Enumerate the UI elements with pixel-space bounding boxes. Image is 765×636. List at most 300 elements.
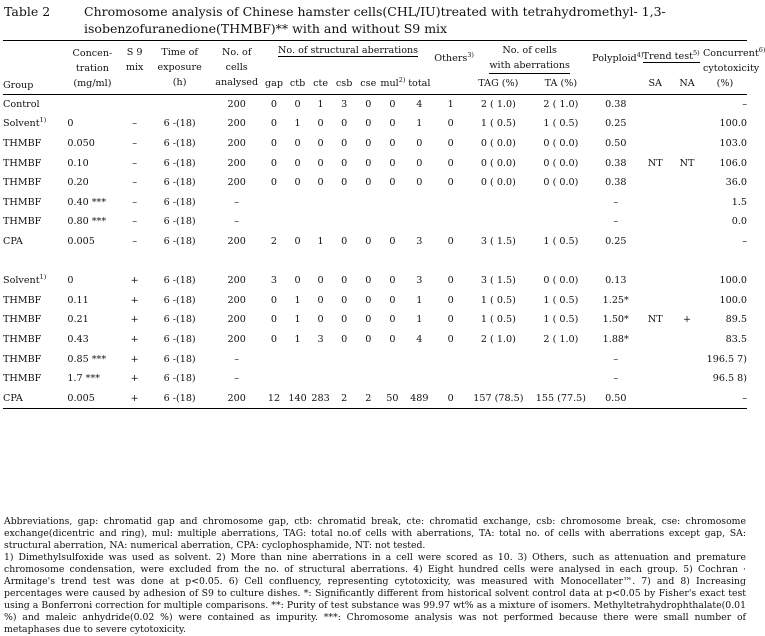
cell-tag (467, 193, 530, 213)
cell-poly: 1.88* (602, 334, 629, 346)
cell-sa (639, 173, 671, 193)
cell-conc (63, 94, 121, 114)
cell-cse: 0 (365, 118, 372, 130)
cell-conc: 0.20 (67, 177, 89, 189)
cell-cte: 0 (317, 294, 324, 306)
cell-mul (380, 193, 404, 213)
cell-sa (639, 271, 671, 291)
header-structural-group: No. of structural aberrations (278, 45, 419, 56)
header-csb: csb (335, 78, 353, 90)
cell-poly: 1.25* (602, 294, 629, 306)
cell-ctb: 0 (294, 157, 301, 169)
cell-cse: 0 (365, 294, 372, 306)
cell-mul: 0 (389, 157, 396, 169)
cell-cse (356, 212, 380, 232)
cell-tag: 3 ( 1.5) (480, 236, 516, 248)
cell-gap: 0 (270, 334, 278, 346)
cell-tag (467, 369, 530, 389)
cell-time: 6 -(18) (163, 216, 196, 228)
cell-na (671, 291, 703, 311)
cell-tag: 0 ( 0.0) (480, 157, 516, 169)
cell-gap (262, 369, 286, 389)
cell-cyto: 196.5 7) (706, 353, 747, 365)
cell-ctb (286, 369, 309, 389)
cell-tag: 1 ( 0.5) (480, 294, 516, 306)
cell-cyto: 106.0 (719, 157, 747, 169)
header-mul: mul$^{2)}$ (380, 76, 406, 90)
cell-tag: 2 ( 1.0) (480, 98, 516, 110)
cell-conc: 0.005 (67, 236, 95, 248)
cell-group: THMBF (3, 157, 42, 169)
cell-group: THMBF (3, 353, 42, 365)
cell-cyto: – (742, 392, 747, 404)
table-row (3, 193, 747, 213)
cell-total: 0 (416, 177, 423, 189)
cell-cyto: 36.0 (725, 177, 747, 189)
table-row (3, 153, 747, 173)
cell-ta (530, 349, 593, 369)
cell-tag (467, 212, 530, 232)
cell-s9: + (130, 392, 139, 404)
table-row (3, 232, 747, 252)
cell-others: 1 (447, 98, 454, 110)
chromosome-aberration-table (3, 40, 765, 409)
cell-cte: 1 (317, 236, 324, 248)
cell-group: THMBF (3, 216, 42, 228)
table-row (3, 389, 747, 409)
cell-cells: – (234, 216, 240, 228)
cell-ctb (286, 349, 309, 369)
cell-total (404, 193, 434, 213)
cell-poly: 0.50 (605, 138, 627, 150)
cell-time: 6 -(18) (163, 138, 196, 150)
cell-s9: – (132, 216, 138, 228)
table-body (3, 94, 747, 409)
table-header (3, 41, 765, 95)
cell-cells: – (234, 353, 240, 365)
cell-gap (262, 193, 286, 213)
cell-conc: 0 (67, 118, 74, 130)
cell-cse: 0 (365, 236, 372, 248)
cell-time: 6 -(18) (163, 334, 196, 346)
cell-ta (530, 193, 593, 213)
cell-others (434, 349, 467, 369)
cell-mul: 0 (389, 177, 396, 189)
cell-time: 6 -(18) (163, 157, 196, 169)
table-title: Chromosome analysis of Chinese hamster cells(CHL/IU)treated with tetrahydromethyl- 1,3-isobenzofuranedione(THMBF)** with and without S9 mix (84, 4, 666, 36)
cell-cells: 200 (227, 138, 246, 150)
cell-csb: 3 (341, 98, 348, 110)
cell-others: 0 (447, 314, 454, 326)
table-row (3, 114, 747, 134)
cell-cyto: 1.5 (731, 196, 747, 208)
cell-total: 4 (416, 334, 423, 346)
cell-tag: 3 ( 1.5) (480, 275, 516, 287)
cell-s9: + (130, 373, 139, 385)
cell-na (671, 389, 703, 409)
cell-time: 6 -(18) (163, 236, 196, 248)
cell-sa (639, 330, 671, 350)
cell-sa (639, 291, 671, 311)
cell-cse: 0 (365, 98, 372, 110)
cell-cells: 200 (227, 236, 246, 248)
cell-na (671, 232, 703, 252)
cell-ctb: 0 (294, 138, 301, 150)
cell-time: 6 -(18) (163, 275, 196, 287)
cell-ta: 155 (77.5) (535, 392, 586, 404)
cell-na (671, 114, 703, 134)
cell-na (671, 271, 703, 291)
cell-na: + (683, 314, 692, 326)
cell-conc: 0.10 (67, 157, 89, 169)
cell-na (671, 212, 703, 232)
cell-others: 0 (447, 177, 454, 189)
cell-na (671, 173, 703, 193)
cell-group: Solvent$^{1)}$ (3, 116, 47, 130)
cell-cse (356, 369, 380, 389)
header-cells-with-aberrations: No. of cells with aberrations (467, 41, 592, 75)
cell-time (148, 94, 212, 114)
cell-ta: 1 ( 0.5) (543, 294, 579, 306)
cell-cells: 200 (227, 98, 246, 110)
cell-total: 1 (416, 118, 423, 130)
cell-mul: 0 (389, 236, 396, 248)
cell-sa (639, 114, 671, 134)
cell-mul: 0 (389, 294, 396, 306)
cell-poly: 0.25 (605, 118, 627, 130)
cell-s9: + (130, 353, 139, 365)
cell-cse: 0 (365, 157, 372, 169)
cell-tag: 0 ( 0.0) (480, 177, 516, 189)
cell-gap: 2 (270, 236, 278, 248)
cell-mul: 0 (389, 118, 396, 130)
cell-cyto: 100.0 (719, 275, 747, 287)
cell-conc: 0.40 *** (67, 196, 107, 208)
header-concentration: Concen- tration (mg/ml) (72, 47, 113, 89)
table-row (3, 349, 747, 369)
cell-others (434, 369, 467, 389)
cell-tag: 1 ( 0.5) (480, 314, 516, 326)
cell-conc: 0.050 (67, 138, 95, 150)
cell-others: 0 (447, 392, 454, 404)
cell-total: 0 (416, 157, 423, 169)
cell-time: 6 -(18) (163, 118, 196, 130)
table-label: Table 2 (4, 4, 51, 19)
cell-total (404, 212, 434, 232)
cell-csb (332, 369, 356, 389)
cell-conc: 0.11 (67, 294, 89, 306)
cell-poly: – (613, 373, 619, 385)
cell-sa: NT (647, 314, 663, 326)
header-total: total (408, 78, 431, 90)
header-ta: TA (%) (544, 78, 578, 90)
cell-cells: – (234, 373, 240, 385)
cell-mul: 0 (389, 98, 396, 110)
cell-gap: 0 (270, 177, 278, 189)
cell-total: 489 (410, 392, 429, 404)
cell-conc: 0.85 *** (67, 353, 107, 365)
cell-gap: 12 (267, 392, 281, 404)
cell-time: 6 -(18) (163, 373, 196, 385)
cell-total: 1 (416, 314, 423, 326)
cell-gap: 0 (270, 314, 278, 326)
cell-csb: 0 (341, 314, 348, 326)
cell-conc: 0 (67, 275, 74, 287)
cell-s9: – (132, 118, 138, 130)
cell-cte: 0 (317, 275, 324, 287)
cell-gap: 0 (270, 118, 278, 130)
cell-others: 0 (447, 294, 454, 306)
header-others: Others$^{3)}$ (434, 50, 474, 64)
cell-sa (639, 389, 671, 409)
cell-others: 0 (447, 118, 454, 130)
cell-cte: 1 (317, 98, 324, 110)
cell-cse: 0 (365, 275, 372, 287)
cell-poly: – (613, 353, 619, 365)
cell-total: 3 (416, 236, 423, 248)
cell-cte: 0 (317, 157, 324, 169)
cell-ctb: 1 (294, 118, 301, 130)
table-footnotes (4, 516, 746, 636)
cell-ctb: 0 (294, 236, 301, 248)
cell-ta (530, 369, 593, 389)
cell-cte (309, 369, 332, 389)
cell-ctb: 1 (294, 314, 301, 326)
cell-cse: 0 (365, 138, 372, 150)
cell-gap: 3 (270, 275, 278, 287)
cell-sa (639, 193, 671, 213)
cell-cells: 200 (227, 118, 246, 130)
header-na: NA (679, 78, 695, 90)
cell-s9: + (130, 314, 139, 326)
cell-total: 0 (416, 138, 423, 150)
cell-na: NT (679, 157, 695, 169)
cell-total: 1 (416, 294, 423, 306)
cell-ctb (286, 212, 309, 232)
cell-mul (380, 369, 404, 389)
cell-gap: 0 (270, 294, 278, 306)
cell-tag: 2 ( 1.0) (480, 334, 516, 346)
cell-csb: 0 (341, 294, 348, 306)
cell-ctb: 0 (294, 275, 301, 287)
cell-csb: 0 (341, 177, 348, 189)
cell-csb: 0 (341, 334, 348, 346)
cell-sa (639, 232, 671, 252)
table-spacer-row (3, 251, 747, 271)
cell-s9: + (130, 334, 139, 346)
cell-poly: 0.25 (605, 236, 627, 248)
cell-ctb: 0 (294, 98, 301, 110)
cell-cse (356, 193, 380, 213)
table-row (3, 369, 747, 389)
cell-cse: 0 (365, 177, 372, 189)
cell-s9 (121, 94, 147, 114)
cell-cte: 0 (317, 314, 324, 326)
cell-cells: 200 (227, 314, 246, 326)
cell-poly: 0.38 (605, 177, 627, 189)
cell-total: 4 (416, 98, 423, 110)
cell-cells: 200 (227, 157, 246, 169)
header-trend-test: Trend test$^{5)}$ (642, 49, 700, 62)
cell-na (671, 193, 703, 213)
cell-s9: – (132, 157, 138, 169)
cell-na (671, 330, 703, 350)
cell-cyto: 89.5 (725, 314, 747, 326)
cell-mul: 0 (389, 314, 396, 326)
cell-cells: 200 (227, 392, 246, 404)
cell-group: THMBF (3, 138, 42, 150)
cell-poly: 1.50* (602, 314, 629, 326)
cell-time: 6 -(18) (163, 177, 196, 189)
cell-cells: 200 (227, 177, 246, 189)
cell-group: THMBF (3, 314, 42, 326)
cell-s9: + (130, 294, 139, 306)
cell-time: 6 -(18) (163, 294, 196, 306)
cell-csb (332, 212, 356, 232)
cell-s9: – (132, 177, 138, 189)
cell-tag: 157 (78.5) (473, 392, 524, 404)
table-row (3, 173, 747, 193)
cell-na (671, 94, 703, 114)
cell-tag (467, 349, 530, 369)
cell-others: 0 (447, 157, 454, 169)
cell-group: THMBF (3, 294, 42, 306)
cell-ta: 2 ( 1.0) (543, 98, 579, 110)
cell-ta: 0 ( 0.0) (543, 157, 579, 169)
cell-group: CPA (3, 236, 23, 248)
table-row (3, 271, 747, 291)
cell-cse: 0 (365, 334, 372, 346)
cell-cte (309, 349, 332, 369)
cell-ctb: 0 (294, 177, 301, 189)
cell-csb: 0 (341, 236, 348, 248)
cell-ctb: 140 (288, 392, 307, 404)
cell-cyto: 96.5 8) (712, 373, 747, 385)
cell-na (671, 134, 703, 154)
cell-gap (262, 212, 286, 232)
cell-gap: 0 (270, 138, 278, 150)
cell-sa (639, 369, 671, 389)
cell-csb (332, 193, 356, 213)
header-s9: S 9 mix (125, 46, 144, 73)
cell-csb: 0 (341, 157, 348, 169)
cell-time: 6 -(18) (163, 314, 196, 326)
cell-s9: + (130, 275, 139, 287)
cell-sa (639, 134, 671, 154)
cell-ta: 0 ( 0.0) (543, 138, 579, 150)
abbreviations-note: Abbreviations, gap: chromatid gap and chromosome gap, ctb: chromatid break, cte: chromatid exchange, csb: chromosome break, cse: chromosome exchange(dicentric and ring), mul: multiple aberrations, TAG: total no.of cells with aberrations, TA: total no. of cells with aberrations except gap, SA: structural aberration, NA: numerical aberration, CPA: cyclophosphamide, NT: not tested. (4, 516, 746, 551)
cell-ta: 1 ( 0.5) (543, 236, 579, 248)
header-gap: gap (264, 78, 283, 90)
cell-poly: 0.38 (605, 98, 627, 110)
cell-conc: 0.80 *** (67, 216, 107, 228)
cell-cse: 2 (365, 392, 372, 404)
header-group: Group (3, 79, 34, 91)
cell-na (671, 369, 703, 389)
cell-cyto: – (742, 98, 747, 110)
header-time: Time of exposure (h) (157, 46, 202, 88)
cell-total (404, 369, 434, 389)
table-row (3, 134, 747, 154)
cell-ta: 0 ( 0.0) (543, 275, 579, 287)
cell-cells: – (234, 196, 240, 208)
cell-mul: 0 (389, 334, 396, 346)
cell-conc: 0.005 (67, 392, 95, 404)
cell-ta: 1 ( 0.5) (543, 314, 579, 326)
cell-poly: 0.50 (605, 392, 627, 404)
cell-cyto: – (742, 236, 747, 248)
cell-poly: 0.13 (605, 275, 627, 287)
cell-others (434, 212, 467, 232)
cell-s9: – (132, 236, 138, 248)
cell-time: 6 -(18) (163, 392, 196, 404)
header-cte: cte (313, 78, 329, 90)
cell-tag: 0 ( 0.0) (480, 138, 516, 150)
header-polyploid: Polyploid$^{4)}$ (592, 50, 644, 64)
header-tag: TAG (%) (478, 78, 519, 90)
cell-cte: 3 (317, 334, 324, 346)
numbered-notes: 1) Dimethylsulfoxide was used as solvent. 2) More than nine aberrations in a cell were scored as 10. 3) Others, such as attenuation and premature chromosome condensation, were excluded from the no. of structural aberrations. 4) Eight hundred cells were analysed in each group. 5) Cochran · Armitage's trend test was done at p<0.05. 6) Cell confluency, representing cytotoxicity, was measured with Monocellater™. 7) and 8) Increasing percentages were caused by adhesion of S9 to culture dishes. *: Significantly different from historical solvent control data at p<0.05 by Fisher's exact test using a Bonferroni correction for multiple comparisons. **: Purity of test substance was 99.97 wt% as a mixture of isomers. Methyltetrahydrophthalate(0.01 %) and maleic anhydride(0.02 %) were contained as impurity. ***: Chromosome analysis was not performed because there were small number of metaphases due to severe cytotoxicity. (4, 552, 746, 635)
cell-group: Control (3, 98, 40, 110)
cell-ctb: 1 (294, 334, 301, 346)
table-row (3, 212, 747, 232)
cell-csb (332, 349, 356, 369)
table-row (3, 310, 747, 330)
cell-gap (262, 349, 286, 369)
cell-ta: 1 ( 0.5) (543, 118, 579, 130)
cell-cse: 0 (365, 314, 372, 326)
cell-conc: 1.7 *** (67, 373, 101, 385)
cell-s9: – (132, 196, 138, 208)
cell-others (434, 193, 467, 213)
cell-sa: NT (647, 157, 663, 169)
cell-mul (380, 212, 404, 232)
cell-na (671, 349, 703, 369)
cell-conc: 0.43 (67, 334, 89, 346)
cell-time: 6 -(18) (163, 353, 196, 365)
cell-others: 0 (447, 138, 454, 150)
header-cells: No. of cells analysed (215, 46, 259, 88)
cell-ta: 0 ( 0.0) (543, 177, 579, 189)
cell-ctb (286, 193, 309, 213)
cell-cyto: 0.0 (731, 216, 747, 228)
cell-mul (380, 349, 404, 369)
cell-cells: 200 (227, 275, 246, 287)
cell-group: THMBF (3, 334, 42, 346)
cell-others: 0 (447, 334, 454, 346)
cell-cells: 200 (227, 334, 246, 346)
cell-time: 6 -(18) (163, 196, 196, 208)
cell-total (404, 349, 434, 369)
cell-mul: 0 (389, 275, 396, 287)
cell-poly: 0.38 (605, 157, 627, 169)
cell-s9: – (132, 138, 138, 150)
cell-csb: 0 (341, 118, 348, 130)
header-cytotoxicity: Concurrent$^{6)}$ cytotoxicity (%) (702, 45, 765, 89)
cell-cte: 0 (317, 118, 324, 130)
cell-conc: 0.21 (67, 314, 89, 326)
cell-csb: 0 (341, 138, 348, 150)
cell-group: Solvent$^{1)}$ (3, 273, 47, 287)
table-row (3, 291, 747, 311)
cell-group: THMBF (3, 373, 42, 385)
cell-cells: 200 (227, 294, 246, 306)
cell-mul: 0 (389, 138, 396, 150)
cell-gap: 0 (270, 157, 278, 169)
cell-others: 0 (447, 236, 454, 248)
cell-csb: 2 (341, 392, 348, 404)
cell-cyto: 83.5 (725, 334, 747, 346)
